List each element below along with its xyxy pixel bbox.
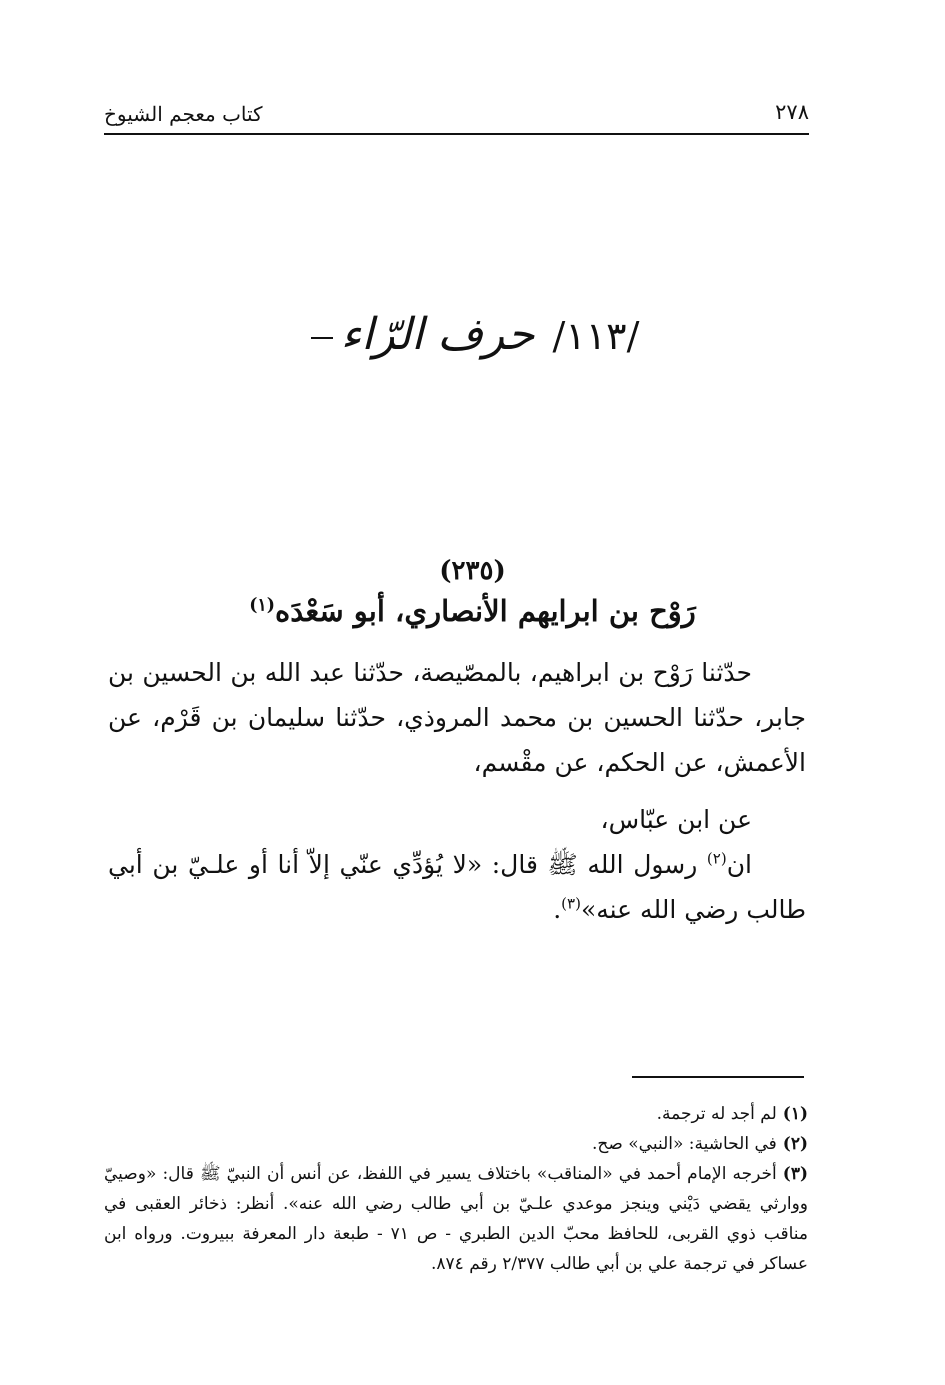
footnote-text: لم أجد له ترجمة. [656, 1104, 777, 1124]
footnote-mark: (٣) [782, 1164, 808, 1184]
matn-start: ان [726, 850, 752, 879]
entry-title [0, 594, 945, 628]
footnotes [104, 1099, 808, 1279]
footnote-1 [104, 1099, 808, 1129]
footnote-text: في الحاشية: «النبي» صح. [592, 1134, 777, 1154]
footnote-mark: (١) [782, 1104, 808, 1124]
isnad-last-narrator: عن ابن عبّاس، [600, 805, 752, 834]
footnote-text: أخرجه الإمام أحمد في «المناقب» باختلاف يسير في اللفظ، عن أنس أن النبيّ ﷺ قال: «وصييّ ووارثي يقضي دَيْني وينجز موعدي علـيّ بن أبي طالب رضي الله عنه». أنظر: ذخائر العقبى في مناقب ذوي القربى، للحافظ محبّ الدين الطبري - ص ٧١ - طبعة دار المعرفة ببيروت. ورواه ابن عساكر في ترجمة علي بن أبي طالب ٢/٣٧٧ رقم ٨٧٤. [104, 1164, 808, 1274]
chapter-heading [300, 300, 650, 370]
chapter-flourish [311, 337, 333, 339]
footnote-3 [104, 1159, 808, 1279]
matn-end: . [553, 895, 562, 924]
entry-number: (٢٣٥) [439, 556, 506, 586]
hadith-text [108, 650, 806, 932]
footnote-mark: (٢) [782, 1134, 808, 1154]
entry-name: رَوْح بن ابرايهم الأنصاري، أبو سَعْدَه [275, 594, 696, 628]
footnote-ref-1[interactable]: (١) [249, 595, 275, 616]
matn-text: رسول الله ﷺ قال: «لا يُؤدِّي عنّي إلاّ أنا أو علـيّ بن أبي طالب رضي الله عنه» [108, 850, 806, 924]
footnote-ref-2[interactable]: (٢) [706, 849, 727, 868]
chapter-title: حرف الرّاء [340, 309, 535, 360]
running-header [104, 96, 809, 130]
footnote-ref-3[interactable]: (٣) [561, 894, 581, 913]
chapter-number: /١١٣/ [552, 314, 640, 358]
footnote-divider [632, 1076, 804, 1078]
header-book-title: كتاب معجم الشيوخ [104, 102, 263, 126]
isnad-paragraph: حدّثنا رَوْح بن ابراهيم، بالمصّيصة، حدّثنا عبد الله بن الحسين بن جابر، حدّثنا الحسين بن محمد المروذي، حدّثنا سليمان بن قَرْم، عن الأعمش، عن الحكم، عن مقْسم، [108, 658, 806, 777]
matn-paragraph [108, 842, 806, 932]
header-divider [104, 133, 809, 135]
footnote-2 [104, 1129, 808, 1159]
header-page-number: ٢٧٨ [775, 100, 809, 124]
